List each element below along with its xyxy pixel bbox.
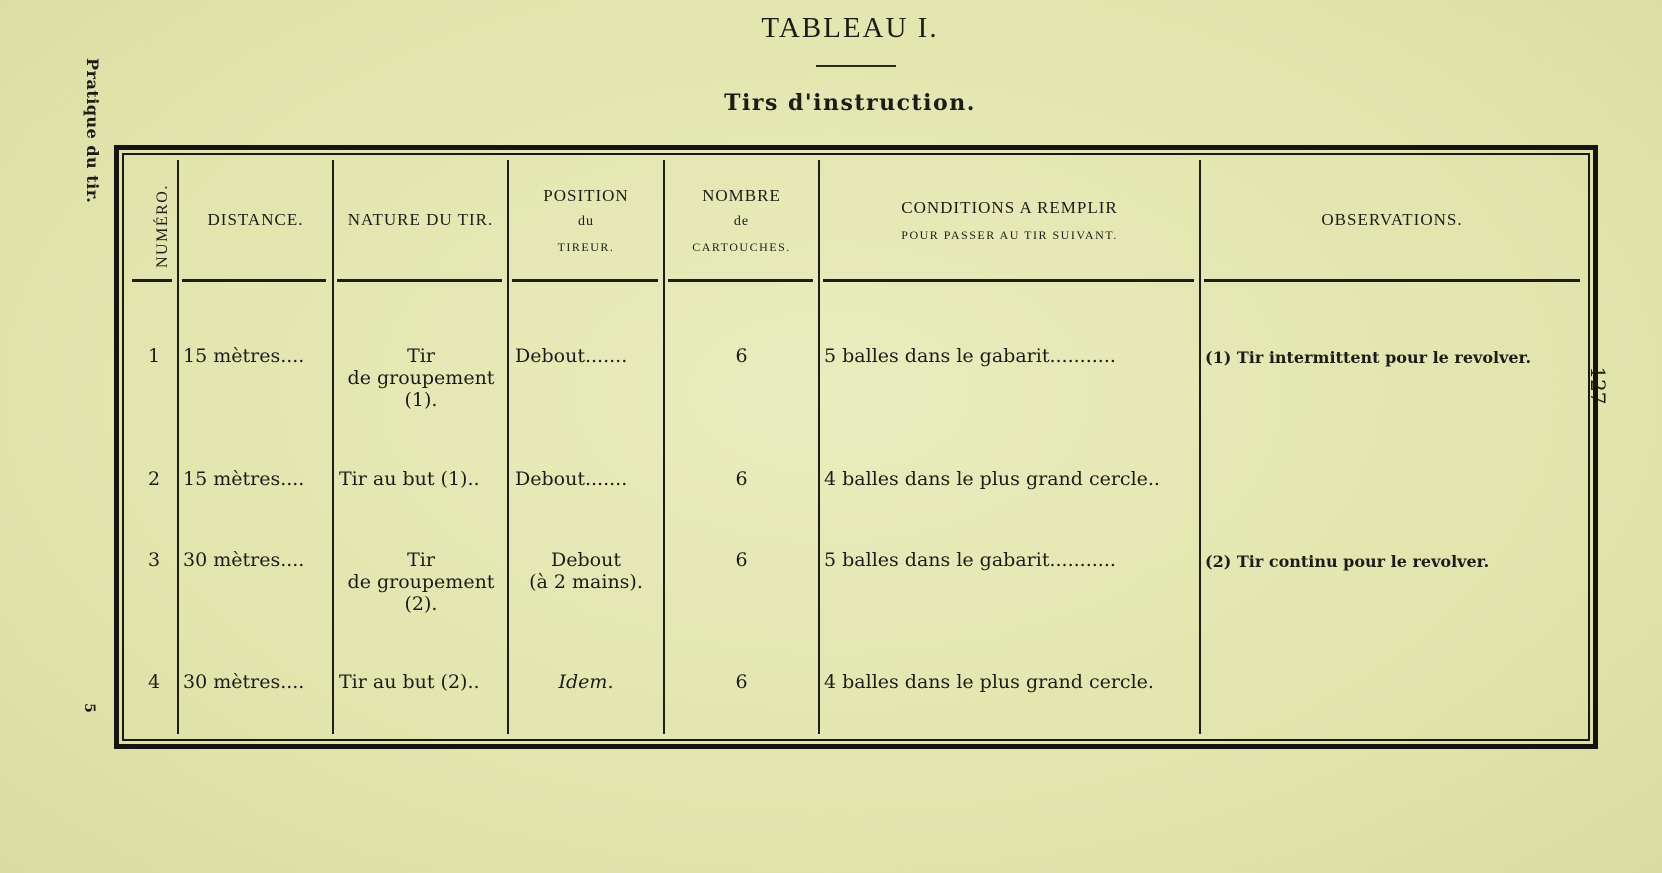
row-3-observations: (2) Tir continu pour le revolver. bbox=[1205, 552, 1490, 571]
row-3-cartouches: 6 bbox=[735, 549, 748, 571]
row-4-position: Idem. bbox=[558, 671, 614, 693]
header-nombre bbox=[665, 162, 818, 278]
row-3-nature-line: (2). bbox=[404, 593, 438, 615]
row-2-numero: 2 bbox=[147, 468, 161, 490]
page-title: TABLEAU I. bbox=[761, 12, 939, 44]
row-1-distance: 15 mètres.... bbox=[183, 345, 305, 367]
row-1-conditions: 5 balles dans le gabarit........... bbox=[824, 345, 1116, 367]
row-1-position: Debout....... bbox=[515, 345, 628, 367]
row-3-nature bbox=[336, 549, 506, 615]
header-nature bbox=[334, 162, 507, 278]
row-1-nature-line: Tir bbox=[407, 345, 435, 367]
header-rule bbox=[132, 279, 172, 282]
header-position-line1: POSITION bbox=[543, 185, 629, 205]
row-3-position-line: Debout bbox=[551, 549, 621, 571]
row-2-conditions: 4 balles dans le plus grand cercle.. bbox=[824, 468, 1160, 490]
row-3-position-line: (à 2 mains). bbox=[529, 571, 643, 593]
header-nombre-line2: de bbox=[733, 213, 750, 229]
row-1-cartouches: 6 bbox=[735, 345, 748, 367]
header-position-line3: TIREUR. bbox=[557, 239, 615, 254]
row-4-numero: 4 bbox=[147, 671, 161, 693]
row-3-nature-line: de groupement bbox=[347, 571, 495, 593]
row-4-distance: 30 mètres.... bbox=[183, 671, 305, 693]
header-distance-label: DISTANCE. bbox=[207, 210, 304, 229]
header-position bbox=[509, 162, 663, 278]
row-1-nature bbox=[336, 345, 506, 411]
row-3-position bbox=[509, 549, 663, 593]
row-1-observations: (1) Tir intermittent pour le revolver. bbox=[1205, 348, 1532, 367]
header-nombre-line3: CARTOUCHES. bbox=[692, 239, 791, 254]
row-1-numero: 1 bbox=[147, 345, 161, 367]
header-rule bbox=[668, 279, 813, 282]
title-divider bbox=[816, 65, 896, 67]
row-3-numero: 3 bbox=[147, 549, 161, 571]
signature-mark: 5 bbox=[80, 703, 97, 713]
header-position-line2: du bbox=[578, 213, 594, 229]
row-4-nature: Tir au but (2).. bbox=[339, 671, 480, 693]
header-conditions-line1: CONDITIONS A REMPLIR bbox=[901, 197, 1118, 217]
header-conditions-line2: POUR PASSER AU TIR SUIVANT. bbox=[901, 227, 1118, 242]
row-2-cartouches: 6 bbox=[735, 468, 748, 490]
header-distance bbox=[179, 162, 332, 278]
header-observations bbox=[1201, 162, 1583, 278]
row-1-nature-line: (1). bbox=[404, 389, 438, 411]
running-head: Pratique du tir. bbox=[83, 58, 102, 204]
header-nature-label: NATURE DU TIR. bbox=[347, 210, 494, 229]
row-1-nature-line: de groupement bbox=[347, 367, 495, 389]
page-number: — 127 — bbox=[1586, 340, 1610, 431]
header-rule bbox=[182, 279, 326, 282]
header-rule bbox=[1204, 279, 1580, 282]
header-rule bbox=[337, 279, 502, 282]
row-3-distance: 30 mètres.... bbox=[183, 549, 305, 571]
row-2-position: Debout....... bbox=[515, 468, 628, 490]
header-rule bbox=[823, 279, 1194, 282]
row-3-conditions: 5 balles dans le gabarit........... bbox=[824, 549, 1116, 571]
row-2-nature: Tir au but (1).. bbox=[339, 468, 480, 490]
page-subtitle: Tirs d'instruction. bbox=[724, 90, 976, 116]
row-4-conditions: 4 balles dans le plus grand cercle. bbox=[824, 671, 1154, 693]
header-nombre-line1: NOMBRE bbox=[702, 185, 781, 205]
header-conditions bbox=[820, 162, 1199, 278]
header-rule bbox=[512, 279, 658, 282]
header-observations-label: OBSERVATIONS. bbox=[1321, 210, 1463, 229]
row-2-distance: 15 mètres.... bbox=[183, 468, 305, 490]
row-3-nature-line: Tir bbox=[407, 549, 435, 571]
row-4-cartouches: 6 bbox=[735, 671, 748, 693]
header-numero: NUMÉRO. bbox=[154, 184, 171, 268]
